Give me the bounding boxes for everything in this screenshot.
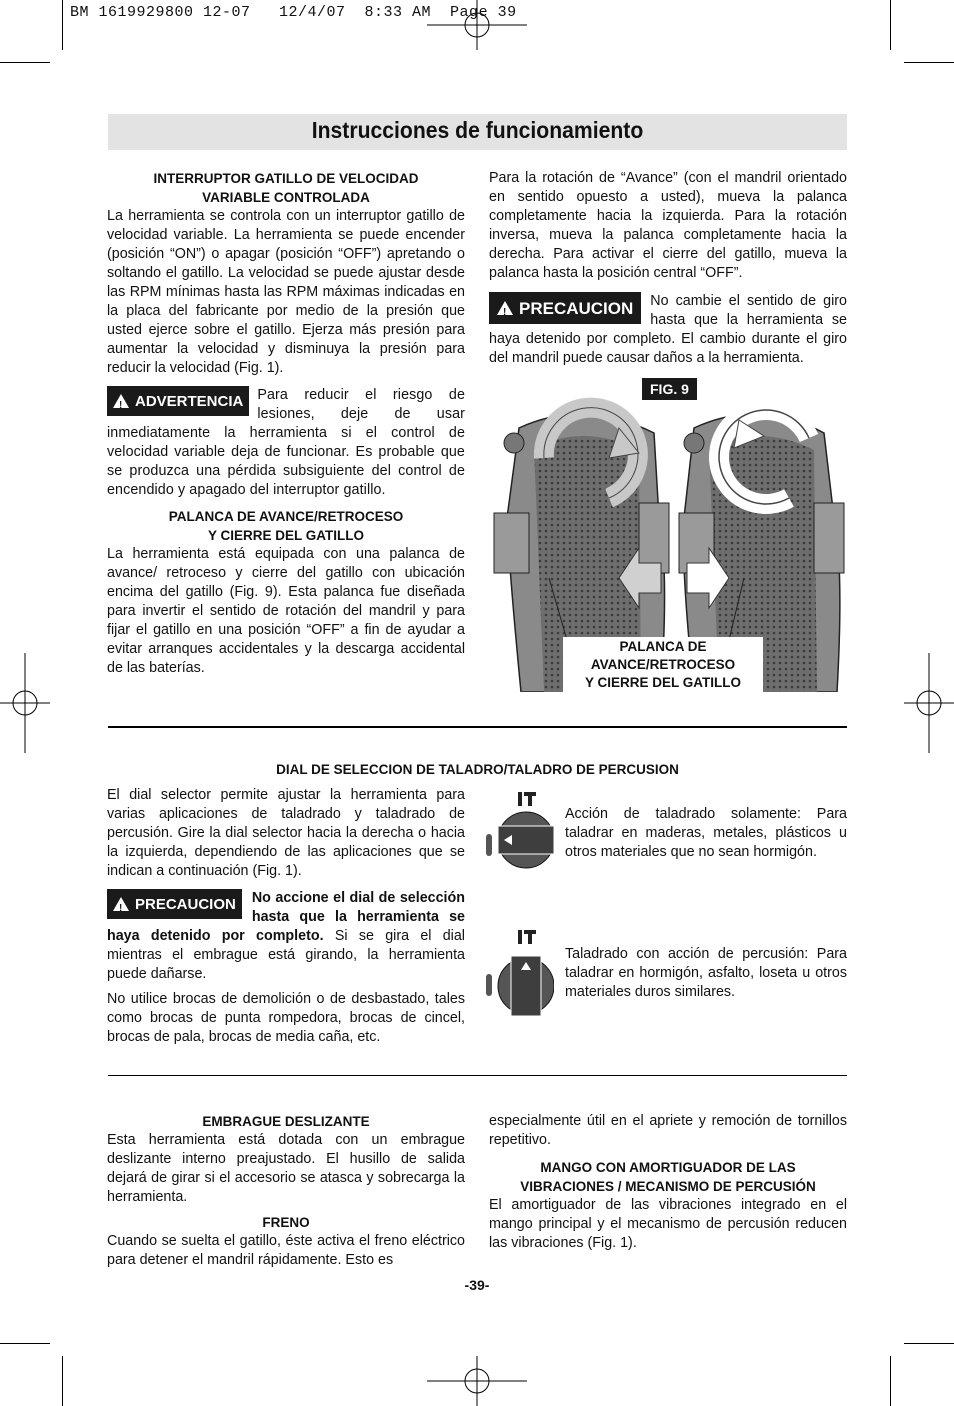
vibration-heading: MANGO CON AMORTIGUADOR DE LAS VIBRACIONES / MECANISMO DE PERCUSIÓN (520, 1160, 816, 1194)
crop-mark (62, 0, 63, 50)
dial-precaucion-block (107, 889, 465, 984)
right-column (489, 169, 847, 368)
lever-text: La herramienta está equipada con una palanca de avance/ retroceso y cierre del gatillo con ubicación encima del gatillo (Fig. 9). Esta palanca fue diseñada para invertir el sentido de rotación del mandril y para fijar el gatillo en una posición “OFF” a fin de ayudar a evitar arranques accidentales y la descarga accidental de las baterías. (107, 546, 465, 676)
section-divider (108, 726, 847, 728)
registration-mark-right (904, 653, 954, 753)
registration-mark-left (0, 653, 50, 753)
precaucion-badge: ! PRECAUCION (489, 292, 641, 324)
bottom-right-column (489, 1112, 847, 1253)
drill-mode-dial-icon (484, 790, 554, 872)
dial-precaucion-text: No accione el dial de selección hasta que la herramienta se haya detenido por completo. Si se gira el dial mientras el embrague está girando, la herramienta puede dañarse. (107, 890, 465, 982)
crop-mark (890, 1356, 891, 1406)
dial-note: No utilice brocas de demolición o de desbastado, tales como brocas de punta rompedora, brocas de cincel, brocas de pala, brocas de media caña, etc. (107, 991, 465, 1045)
warning-icon: ! (497, 301, 513, 315)
drill-mode-text: Acción de taladrado solamente: Para taladrar en maderas, metales, plásticos u otros materiales que no sean hormigón. (565, 806, 847, 860)
clutch-text: Esta herramienta está dotada con un embrague deslizante interno preajustado. El husillo de salida dejará de girar si el accesorio se atasca y sobrecarga la herramienta. (107, 1132, 465, 1205)
crop-mark (904, 62, 954, 63)
vibration-text: El amortiguador de las vibraciones integrado en el mango principal y el mecanismo de percusión reducen las vibraciones (Fig. 1). (489, 1197, 847, 1251)
page-title: Instrucciones de funcionamiento (311, 117, 644, 143)
brake-heading: FRENO (262, 1215, 310, 1230)
precaucion-badge: ! PRECAUCION (107, 889, 242, 919)
hammer-mode-dial-icon (484, 928, 554, 1020)
crop-mark (0, 1343, 50, 1344)
crop-mark (62, 1356, 63, 1406)
section-divider (108, 1075, 847, 1076)
advertencia-block (107, 386, 465, 500)
advertencia-badge: ! ADVERTENCIA (107, 386, 249, 416)
lever-heading: PALANCA DE AVANCE/RETROCESO Y CIERRE DEL GATILLO (168, 509, 404, 543)
precaucion-text: No cambie el sentido de giro hasta que la herramienta se haya detenido por completo. El cambio durante el giro del mandril puede causar daños a la herramienta. (489, 293, 847, 366)
dial-left-column (107, 786, 465, 1047)
brake-text-continued: especialmente útil en el apriete y remoción de tornillos repetitivo. (489, 1113, 847, 1148)
title-bar (108, 114, 847, 150)
trigger-heading: INTERRUPTOR GATILLO DE VELOCIDAD VARIABLE CONTROLADA (153, 171, 419, 205)
rotation-text: Para la rotación de “Avance” (con el mandril orientado en sentido opuesto a usted), mueva la palanca completamente hacia la izquierda. Para la rotación inversa, mueva la palanca completamente hacia la derecha. Para activar el cierre del gatillo, mueva la palanca hasta la posición central “OFF”. (489, 170, 847, 281)
print-job-header: BM 1619929800 12-07 12/4/07 8:33 AM Page 39 (70, 4, 517, 21)
clutch-heading: EMBRAGUE DESLIZANTE (202, 1114, 370, 1129)
warning-icon: ! (113, 897, 129, 911)
precaucion-block (489, 292, 847, 368)
hammer-mode-text: Taladrado con acción de percusión: Para taladrar en hormigón, asfalto, loseta u otros materiales duros similares. (565, 946, 847, 1000)
registration-mark-bottom (427, 1356, 527, 1406)
left-column (107, 169, 465, 678)
crop-mark (0, 62, 50, 63)
dial-intro: El dial selector permite ajustar la herramienta para varias aplicaciones de taladrado y taladrado de percusión. Gire la dial selector hacia la derecha o hacia la izquierda, dependiendo de las aplicaciones que se indican a continuación (Fig. 1). (107, 787, 465, 879)
page-number: -39- (464, 1277, 490, 1293)
warning-icon: ! (113, 394, 129, 408)
crop-mark (890, 0, 891, 50)
trigger-text: La herramienta se controla con un interruptor gatillo de velocidad variable. La herramienta se puede encender (posición “ON”) o apagar (posición “OFF”) apretando o soltando el gatillo. La velocidad se puede ajustar desde las RPM mínimas hasta las RPM máximas indicadas en la placa del fabricante por medio de la presión que usted ejerce sobre el gatillo. Ejerza más presión para aumentar la velocidad y disminuya la presión para reducir la velocidad (Fig. 1). (107, 208, 465, 376)
figure-9 (489, 378, 847, 692)
crop-mark (904, 1343, 954, 1344)
advertencia-text: Para reducir el riesgo de lesiones, deje de usar inmediatamente la herramienta si el control de velocidad variable deja de funcionar. Es probable que se produzca una pérdida subsiguiente del control de encendido y apagado del interruptor gatillo. (107, 387, 465, 498)
bottom-left-column (107, 1112, 465, 1270)
dial-heading: DIAL DE SELECCION DE TALADRO/TALADRO DE PERCUSION (276, 762, 679, 777)
figure-label: FIG. 9 (642, 378, 697, 400)
figure-caption: PALANCA DE AVANCE/RETROCESO Y CIERRE DEL GATILLO (563, 637, 763, 692)
brake-text: Cuando se suelta el gatillo, éste activa el freno eléctrico para detener el mandril rápidamente. Esto es (107, 1233, 465, 1268)
